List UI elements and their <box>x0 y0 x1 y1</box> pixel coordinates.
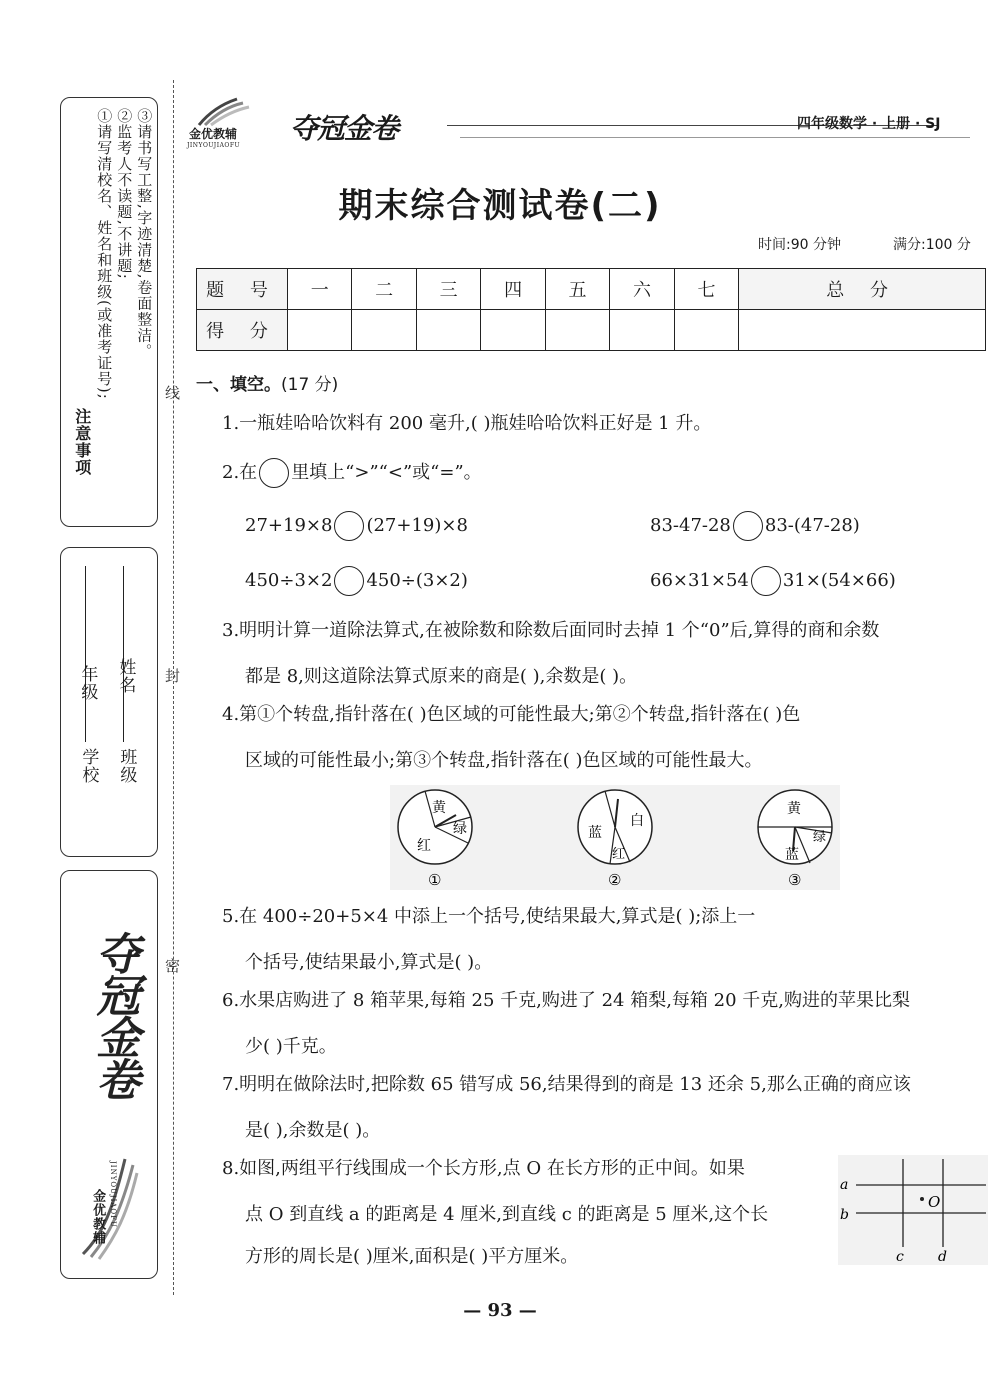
question-6: 6.水果店购进了 8 箱苹果,每箱 25 千克,购进了 24 箱梨,每箱 20 千克,购进的苹果比梨 <box>222 990 910 1011</box>
compare-item <box>650 511 860 541</box>
point-o-icon <box>920 1197 924 1201</box>
school-line <box>85 566 86 742</box>
class-line <box>123 566 124 742</box>
section-heading <box>196 370 338 395</box>
page-header <box>185 95 975 155</box>
cut-mark-line: 线 <box>163 385 181 400</box>
spinner-1-label: 黄 <box>432 800 446 816</box>
header-subject: 四年级数学 · 上册 · SJ <box>797 116 941 132</box>
question-8-cont: 点 O 到直线 a 的距离是 4 厘米,到直线 c 的距离是 5 厘米,这个长 <box>245 1204 769 1225</box>
compare-right: 450÷(3×2) <box>366 570 468 591</box>
question-8: 8.如图,两组平行线围成一个长方形,点 O 在长方形的正中间。如果 <box>222 1158 745 1179</box>
spinner-3-label: 绿 <box>813 830 827 845</box>
answer-circle[interactable] <box>733 511 763 541</box>
question-4: 4.第①个转盘,指针落在( )色区域的可能性最大;第②个转盘,指针落在( )色 <box>222 704 801 725</box>
point-label: O <box>928 1193 941 1211</box>
note-2: ②监考人不读题,不讲题; <box>115 108 134 280</box>
answer-circle[interactable] <box>751 566 781 596</box>
spinner-2 <box>578 790 652 864</box>
spinner-1-label: 绿 <box>453 821 467 837</box>
spinners-figure <box>390 785 840 890</box>
score-header-cell: 五 <box>545 269 609 310</box>
question-4-cont: 区域的可能性最小;第③个转盘,指针落在( )色区域的可能性最大。 <box>245 750 763 771</box>
parallel-lines-figure <box>838 1155 988 1265</box>
header-publisher: 金优教辅 <box>189 127 238 141</box>
score-header-cell: 七 <box>674 269 738 310</box>
notes-label: 注意事项 <box>72 408 92 476</box>
header-publisher-en: JINYOUJIAOFU <box>187 142 241 149</box>
compare-right: 83-(47-28) <box>764 515 860 536</box>
compare-item <box>650 566 896 596</box>
school-label: 学校 <box>78 748 99 784</box>
question-8-cont: 方形的周长是( )厘米,面积是( )平方厘米。 <box>245 1246 579 1267</box>
score-header-cell: 一 <box>288 269 352 310</box>
spinner-1-label: 红 <box>417 838 431 854</box>
compare-circle-icon <box>259 458 289 488</box>
spinner-caption: ③ <box>788 871 802 889</box>
compare-right: 31×(54×66) <box>782 570 896 591</box>
brand-box <box>60 870 158 1279</box>
question-5: 5.在 400÷20+5×4 中添上一个括号,使结果最大,算式是( );添上一 <box>222 906 756 927</box>
score-header-cell: 四 <box>481 269 545 310</box>
question-2-suffix: 里填上“>”“<”或“=”。 <box>291 462 482 483</box>
compare-left: 66×31×54 <box>650 570 749 591</box>
score-cell[interactable] <box>739 310 986 351</box>
score-cell[interactable] <box>352 310 416 351</box>
compare-left: 83-47-28 <box>650 515 731 536</box>
spinner-3 <box>758 790 832 864</box>
spinner-3-label: 黄 <box>787 801 801 817</box>
score-row-label: 得 分 <box>197 310 288 351</box>
answer-circle[interactable] <box>334 511 364 541</box>
notes-box <box>60 97 158 527</box>
compare-item <box>245 511 468 541</box>
student-info-box <box>60 547 158 857</box>
line-label: d <box>938 1249 947 1265</box>
question-1: 1.一瓶娃哈哈饮料有 200 毫升,( )瓶娃哈哈饮料正好是 1 升。 <box>222 413 712 434</box>
score-header-cell: 二 <box>352 269 416 310</box>
publisher-logo-icon <box>193 95 253 127</box>
note-1: ①请写清校名、姓名和班级(或准考证号); <box>95 108 114 400</box>
publisher-en-vertical: JINYOUJIAOFU <box>108 1161 117 1228</box>
score-header-cell: 题 号 <box>197 269 288 310</box>
spinner-3-label: 蓝 <box>785 847 799 863</box>
spinner-2-label: 红 <box>612 847 626 862</box>
score-table <box>196 268 986 351</box>
spinner-caption: ② <box>608 871 622 889</box>
exam-time: 时间:90 分钟 <box>758 237 841 253</box>
page-title: 期末综合测试卷(二) <box>338 186 662 226</box>
score-table-score-row <box>197 310 986 351</box>
line-label: b <box>840 1207 849 1223</box>
score-cell[interactable] <box>674 310 738 351</box>
compare-left: 27+19×8 <box>245 515 333 536</box>
cut-line <box>173 80 174 1295</box>
score-cell[interactable] <box>288 310 352 351</box>
question-6-cont: 少( )千克。 <box>245 1036 337 1057</box>
score-table-header-row <box>197 269 986 310</box>
header-rule-2 <box>460 137 970 138</box>
spinner-2-label: 白 <box>630 813 644 829</box>
class-label: 班级 <box>116 748 137 784</box>
note-3: ③请书写工整,字迹清楚,卷面整洁。 <box>135 108 154 360</box>
score-header-cell: 六 <box>610 269 674 310</box>
score-cell[interactable] <box>610 310 674 351</box>
header-brand: 夺冠金卷 <box>290 112 399 145</box>
score-cell[interactable] <box>545 310 609 351</box>
cut-mark-seal: 封 <box>163 668 181 683</box>
line-label: a <box>840 1177 849 1193</box>
score-header-cell: 总 分 <box>739 269 986 310</box>
score-cell[interactable] <box>481 310 545 351</box>
grade-label: 年级 <box>77 665 98 701</box>
section-label: 一、填空。 <box>196 375 281 395</box>
question-3: 3.明明计算一道除法算式,在被除数和除数后面同时去掉 1 个“0”后,算得的商和余数 <box>222 620 880 641</box>
compare-left: 450÷3×2 <box>245 570 333 591</box>
section-points: (17 分) <box>281 375 339 395</box>
question-3-cont: 都是 8,则这道除法算式原来的商是( ),余数是( )。 <box>245 666 638 687</box>
page-number: — 93 — <box>463 1300 537 1321</box>
compare-right: (27+19)×8 <box>366 515 468 536</box>
score-cell[interactable] <box>416 310 480 351</box>
exam-full-score: 满分:100 分 <box>893 237 971 253</box>
question-5-cont: 个括号,使结果最小,算式是( )。 <box>245 952 493 973</box>
score-header-cell: 三 <box>416 269 480 310</box>
brand-vertical: 夺冠金卷 <box>88 931 140 1099</box>
line-label: c <box>896 1249 904 1265</box>
question-7: 7.明明在做除法时,把除数 65 错写成 56,结果得到的商是 13 还余 5,那么正确的商应该 <box>222 1074 911 1095</box>
name-label: 姓名 <box>115 658 136 694</box>
question-7-cont: 是( ),余数是( )。 <box>245 1120 381 1141</box>
answer-circle[interactable] <box>334 566 364 596</box>
question-2-prefix: 2.在 <box>222 462 258 483</box>
publisher-vertical: 金优教辅 <box>90 1189 106 1245</box>
spinner-2-label: 蓝 <box>588 825 602 841</box>
compare-item <box>245 566 468 596</box>
spinner-1 <box>398 790 472 864</box>
spinner-caption: ① <box>428 871 442 889</box>
question-2 <box>222 458 482 488</box>
cut-mark-secret: 密 <box>163 958 181 973</box>
